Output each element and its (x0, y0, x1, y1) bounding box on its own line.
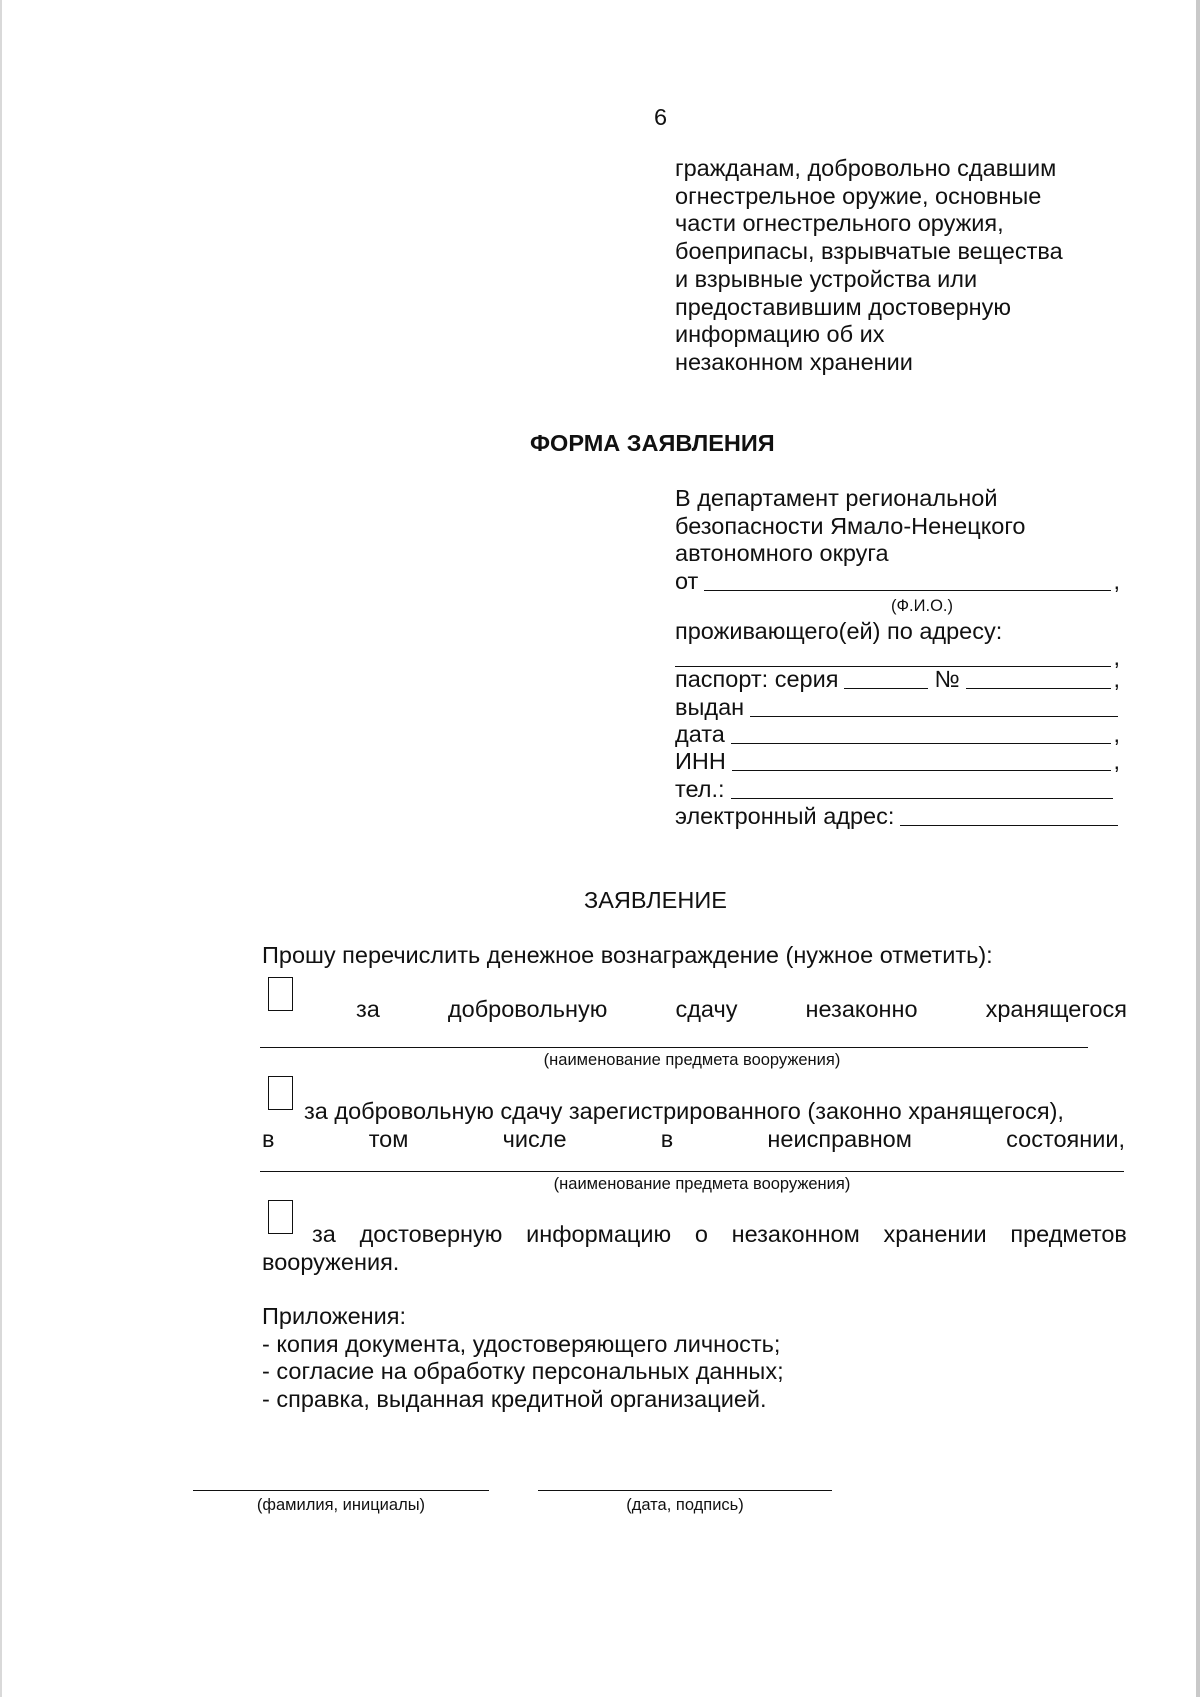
email-field[interactable] (675, 803, 1120, 831)
appendix-note-line: боеприпасы, взрывчатые вещества (675, 238, 1063, 265)
option-3-text-line-2: вооружения. (262, 1249, 400, 1275)
email-label: электронный адрес: (675, 803, 895, 829)
phone-field[interactable] (675, 776, 1115, 804)
option-1-checkbox[interactable] (268, 977, 293, 1011)
from-label: от (675, 568, 699, 594)
option-3-word: незаконном (731, 1221, 860, 1247)
date-field[interactable] (675, 721, 1120, 749)
option-1-word: добровольную (447, 996, 608, 1022)
attachment-item: - копия документа, удостоверяющего личность; (262, 1330, 781, 1357)
inn-field[interactable] (675, 748, 1120, 776)
passport-series-input-line[interactable] (844, 687, 928, 689)
passport-field[interactable] (675, 666, 1120, 694)
addressee-block (675, 485, 1025, 568)
option-3-text-line-1 (312, 1221, 1127, 1249)
addressee-line: безопасности Ямало-Ненецкого (675, 512, 1026, 539)
page-number: 6 (654, 104, 668, 130)
option-2-word: в (262, 1126, 275, 1152)
option-3-word: достоверную (359, 1221, 503, 1247)
comma: , (1113, 721, 1120, 747)
address-label: проживающего(ей) по адресу: (675, 618, 1003, 644)
fio-hint: (Ф.И.О.) (891, 597, 953, 615)
date-input-line[interactable] (731, 742, 1112, 744)
issued-label: выдан (675, 694, 745, 720)
option-1-text (356, 996, 1127, 1024)
option-2-word: в (660, 1126, 674, 1152)
option-2-word: состоянии, (1006, 1126, 1125, 1152)
option-3-word: за (312, 1221, 336, 1247)
option-3-word: о (694, 1221, 708, 1247)
option-1-word: незаконно (805, 996, 918, 1022)
item-hint: (наименование предмета вооружения) (543, 1051, 841, 1069)
addressee-line: В департамент региональной (675, 485, 998, 511)
option-1-item-input-line[interactable] (260, 1047, 1088, 1048)
request-text: Прошу перечислить денежное вознаграждение (нужное отметить): (262, 942, 993, 968)
appendix-note-line: предоставившим достоверную (675, 293, 1012, 320)
form-title: ФОРМА ЗАЯВЛЕНИЯ (530, 430, 775, 456)
option-2-item-input-line[interactable] (260, 1171, 1124, 1172)
date-signature-hint: (дата, подпись) (626, 1496, 744, 1514)
option-2-text-line-2 (262, 1126, 1125, 1154)
option-1-word: сдачу (675, 996, 738, 1022)
attachment-item: - справка, выданная кредитной организацией. (262, 1386, 767, 1413)
name-hint: (фамилия, инициалы) (256, 1496, 426, 1514)
addressee-line: автономного округа (675, 540, 889, 567)
option-1-word: хранящегося (985, 996, 1127, 1022)
comma: , (1113, 644, 1120, 670)
appendix-note-line: незаконном хранении (675, 348, 913, 375)
item-hint: (наименование предмета вооружения) (553, 1175, 851, 1193)
passport-number-input-line[interactable] (966, 687, 1112, 689)
option-2-word: числе (502, 1126, 567, 1152)
option-2-text-line-1: за добровольную сдачу зарегистрированного (законно хранящегося), (304, 1098, 1064, 1124)
date-label: дата (675, 721, 725, 747)
from-input-line[interactable] (704, 589, 1111, 591)
phone-label: тел.: (675, 776, 725, 802)
option-3-word: информацию (526, 1221, 672, 1247)
statement-title: ЗАЯВЛЕНИЕ (584, 887, 727, 913)
comma: , (1113, 748, 1120, 774)
option-3-checkbox[interactable] (268, 1200, 293, 1234)
comma: , (1113, 568, 1120, 594)
inn-input-line[interactable] (732, 769, 1112, 771)
option-3-word: предметов (1010, 1221, 1127, 1247)
appendix-note (675, 155, 1063, 377)
appendix-note-line: информацию об их (675, 321, 885, 348)
option-2-word: том (368, 1126, 409, 1152)
appendix-note-line: и взрывные устройства или (675, 265, 978, 292)
phone-input-line[interactable] (731, 797, 1113, 799)
appendix-note-line: огнестрельное оружие, основные (675, 182, 1042, 209)
date-signature-line[interactable] (538, 1490, 832, 1491)
attachments-title: Приложения: (262, 1303, 407, 1329)
appendix-note-line: гражданам, добровольно сдавшим (675, 155, 1057, 181)
option-1-word: за (356, 996, 380, 1022)
attachments-block (262, 1303, 784, 1414)
issued-field[interactable] (675, 694, 1120, 722)
option-3-word: хранении (883, 1221, 987, 1247)
comma: , (1113, 666, 1120, 692)
attachment-item: - согласие на обработку персональных данных; (262, 1358, 784, 1385)
option-2-word: неисправном (767, 1126, 912, 1152)
passport-series-label: паспорт: серия (675, 666, 839, 692)
from-field[interactable] (675, 568, 1120, 596)
appendix-note-line: части огнестрельного оружия, (675, 210, 1004, 237)
inn-label: ИНН (675, 748, 726, 774)
passport-number-label: № (934, 666, 960, 692)
option-2-checkbox[interactable] (268, 1076, 293, 1110)
email-input-line[interactable] (900, 824, 1118, 826)
name-signature-line[interactable] (193, 1490, 489, 1491)
issued-input-line[interactable] (750, 715, 1118, 717)
